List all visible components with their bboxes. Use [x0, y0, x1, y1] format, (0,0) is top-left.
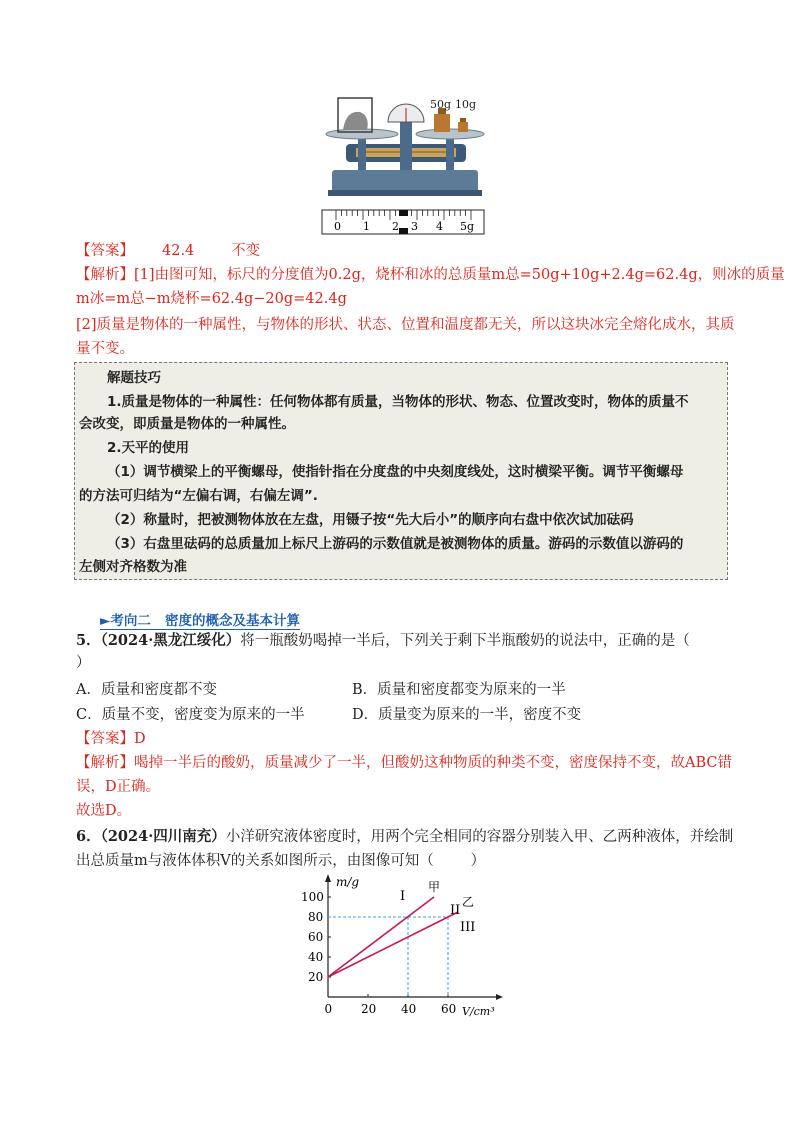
tips-p4: （2）称量时，把被测物体放在左盘，用镊子按“先大后小”的顺序向右盘中依次试加砝码: [107, 512, 634, 528]
tips-title: 解题技巧: [107, 370, 161, 386]
q5-option-a: A．质量和密度都不变: [76, 682, 217, 698]
section-heading: ►考向二 密度的概念及基本计算: [100, 609, 300, 630]
q5-source: （2024·黑龙江绥化）: [100, 632, 241, 649]
y-tick-label: 20: [308, 970, 324, 984]
q5-option-c: C．质量不变，密度变为原来的一半: [76, 707, 305, 723]
analysis4-line3: [2]质量是物体的一种属性，与物体的形状、状态、位置和温度都无关，所以这块冰完全熔化成水，其质: [76, 317, 735, 333]
ruler-tick-2: 2: [392, 220, 399, 233]
weight-10g-label: 10g: [455, 98, 477, 111]
analysis4-line2: m冰=m总−m烧杯=62.4g−20g=42.4g: [76, 291, 347, 307]
q5-answer-row: [76, 728, 760, 750]
series-line-1: [328, 897, 434, 977]
weight-50g-label: 50g: [430, 98, 452, 111]
q6-source: （2024·四川南充）: [100, 828, 226, 845]
tips-p3a: （1）调节横梁上的平衡螺母，使指针指在分度盘的中央刻度线处，这时横梁平衡。调节平衡螺母: [107, 464, 684, 480]
series-line-2: [328, 912, 458, 977]
tips-p1b: 会改变，即质量是物体的一种属性。: [79, 416, 295, 432]
analysis4-line4: 量不变。: [76, 341, 134, 357]
answer-label: 【答案】: [76, 243, 134, 259]
tips-p5a: （3）右盘里砝码的总质量加上标尺上游码的示数值就是被测物体的质量。游码的示数值以游码的: [107, 536, 684, 552]
tips-p2: 2.天平的使用: [107, 440, 190, 456]
region-label-2: II: [450, 903, 461, 918]
tips-p3b: 的方法可归结为“左偏右调，右偏左调”.: [79, 488, 318, 504]
q6-stem: 小洋研究液体密度时，用两个完全相同的容器分别装入甲、乙两种液体，并绘制: [225, 829, 734, 845]
q5-number: 5．: [76, 632, 101, 649]
ruler-tick-1: 1: [363, 220, 370, 233]
analysis4-line1: [76, 264, 785, 286]
q5-analysis-label: 【解析】: [76, 755, 134, 771]
x-tick-label: 40: [401, 1002, 417, 1016]
series-label-2: 乙: [462, 895, 475, 909]
q5-answer: D: [134, 731, 146, 747]
tips-p5b: 左侧对齐格数为准: [79, 559, 187, 575]
region-label-3: III: [460, 920, 476, 935]
q5-stem-line2: ）: [76, 655, 91, 671]
ruler-tick-3: 3: [411, 220, 418, 233]
answer4-row: [76, 240, 760, 262]
series-label-1: 甲: [428, 880, 441, 894]
x-axis-arrow: [496, 994, 503, 1000]
q5-option-d: D．质量变为原来的一半，密度不变: [352, 707, 582, 723]
ruler-tick-5g: 5g: [460, 220, 475, 233]
m-v-chart: [300, 872, 520, 1022]
y-tick-label: 100: [301, 890, 324, 904]
tips-p1a: 1.质量是物体的一种属性：任何物体都有质量，当物体的形状、物态、位置改变时，物体的质量不: [107, 394, 689, 410]
analysis-label: 【解析】: [76, 267, 134, 283]
x-tick-label: 60: [441, 1002, 457, 1016]
q5-analysis-line2: 误，D正确。: [76, 779, 161, 795]
tips-box: [74, 362, 728, 580]
ruler-tick-4: 4: [436, 220, 443, 233]
q5-option-b: B．质量和密度都变为原来的一半: [352, 682, 566, 698]
analysis-text: [1]由图可知，标尺的分度值为0.2g，烧杯和冰的总质量m总=50g+10g+2.4g=62.4g，则冰的质量: [134, 267, 785, 283]
answer-values: 42.4 不变: [162, 243, 261, 259]
y-tick-label: 60: [308, 930, 324, 944]
x-axis-label: V/cm³: [462, 1005, 495, 1018]
q6-stem-line2: 出总质量m与液体体积V的关系如图所示，由图像可知（ ）: [76, 853, 486, 869]
q5-stem-line1: [76, 630, 760, 652]
q5-answer-label: 【答案】: [76, 731, 134, 747]
q6-stem-line1: [76, 826, 760, 848]
ruler-scale: [318, 206, 488, 236]
q6-number: 6．: [76, 828, 101, 845]
q5-analysis-line1: [76, 752, 760, 774]
x-tick-label: 20: [361, 1002, 377, 1016]
q5-stem: 将一瓶酸奶喝掉一半后，下列关于剩下半瓶酸奶的说法中，正确的是（: [240, 633, 690, 649]
region-label-1: I: [400, 889, 406, 904]
y-axis-label: m/g: [336, 875, 360, 889]
y-tick-label: 80: [308, 910, 324, 924]
y-tick-label: 40: [308, 950, 324, 964]
q5-analysis-text: 喝掉一半后的酸奶，质量减少了一半，但酸奶这种物质的种类不变，密度保持不变，故ABC错: [134, 755, 732, 771]
ruler-tick-0: 0: [334, 220, 341, 233]
q5-conclusion: 故选D。: [76, 803, 132, 819]
x-tick-label: 0: [324, 1002, 333, 1016]
y-axis-arrow: [325, 874, 331, 882]
